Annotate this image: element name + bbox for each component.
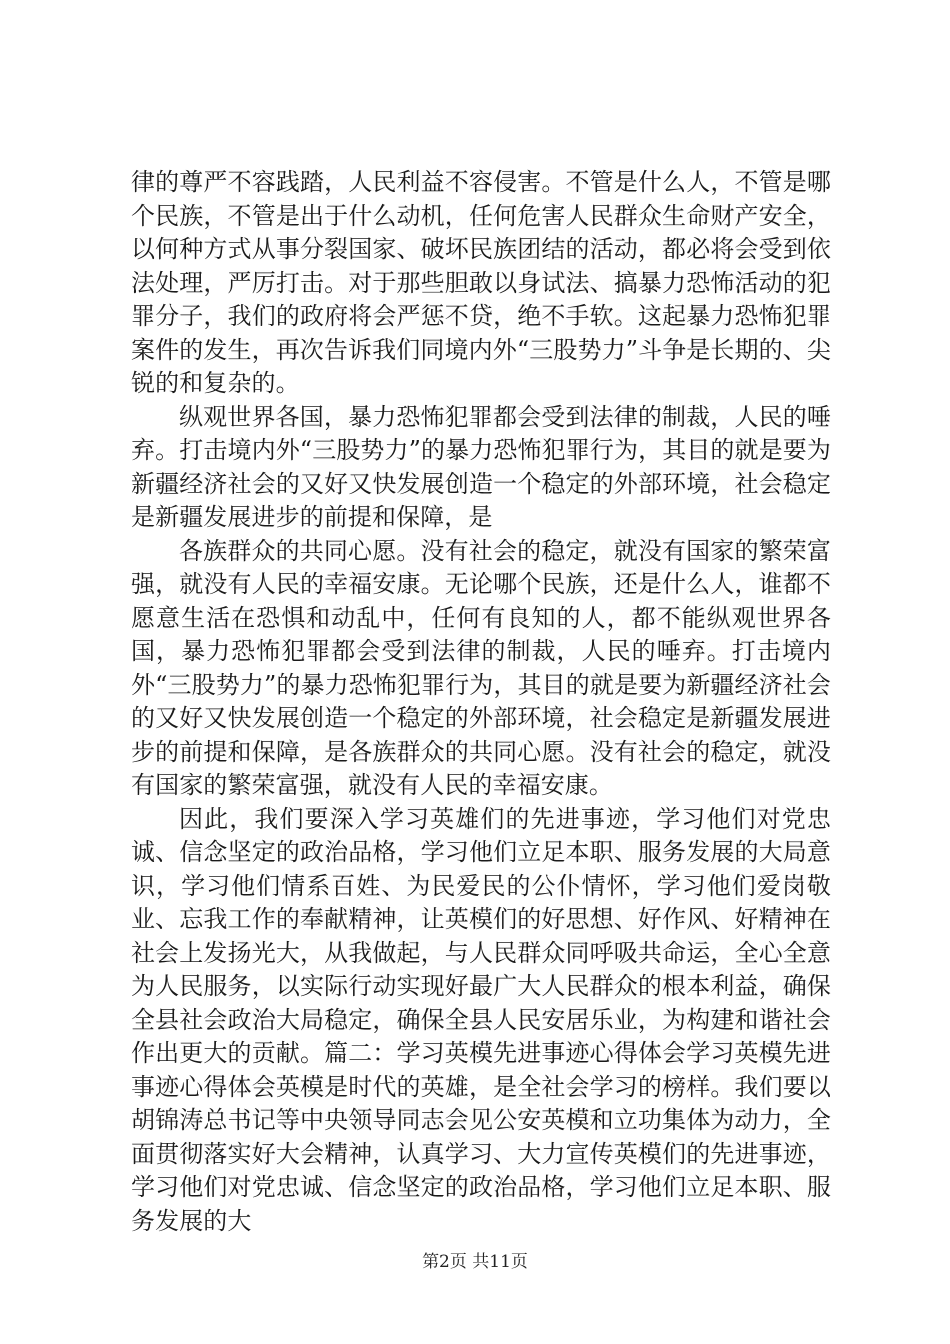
document-body [131,166,831,1238]
page-number-footer: 第2页 共11页 [422,1252,528,1272]
paragraph-3: 各族群众的共同心愿。没有社会的稳定，就没有国家的繁荣富强，就没有人民的幸福安康。无论哪个民族，还是什么人，谁都不愿意生活在恐惧和动乱中，任何有良知的人，都不能纵观世界各国，暴力恐怖犯罪都会受到法律的制裁，人民的唾弃。打击境内外“三股势力”的暴力恐怖犯罪行为，其目的就是要为新疆经济社会的又好又快发展创造一个稳定的外部环境，社会稳定是新疆发展进步的前提和保障，是各族群众的共同心愿。没有社会的稳定，就没有国家的繁荣富强，就没有人民的幸福安康。 [131,536,831,799]
paragraph-1: 律的尊严不容践踏，人民利益不容侵害。不管是什么人，不管是哪个民族，不管是出于什么动机，任何危害人民群众生命财产安全，以何种方式从事分裂国家、破坏民族团结的活动，都必将会受到依法处理，严厉打击。对于那些胆敢以身试法、搞暴力恐怖活动的犯罪分子，我们的政府将会严惩不贷，绝不手软。这起暴力恐怖犯罪案件的发生，再次告诉我们同境内外“三股势力”斗争是长期的、尖锐的和复杂的。 [131,168,831,397]
paragraph-4: 因此，我们要深入学习英雄们的先进事迹，学习他们对党忠诚、信念坚定的政治品格，学习他们立足本职、服务发展的大局意识，学习他们情系百姓、为民爱民的公仆情怀，学习他们爱岗敬业、忘我工作的奉献精神，让英模们的好思想、好作风、好精神在社会上发扬光大，从我做起，与人民群众同呼吸共命运，全心全意为人民服务，以实际行动实现好最广大人民群众的根本利益，确保全县社会政治大局稳定，确保全县人民安居乐业，为构建和谐社会作出更大的贡献。篇二：学习英模先进事迹心得体会学习英模先进事迹心得体会英模是时代的英雄，是全社会学习的榜样。我们要以胡锦涛总书记等中央领导同志会见公安英模和立功集体为动力，全面贯彻落实好大会精神，认真学习、大力宣传英模们的先进事迹，学习他们对党忠诚、信念坚定的政治品格，学习他们立足本职、服务发展的大 [131,804,831,1235]
paragraph-2: 纵观世界各国，暴力恐怖犯罪都会受到法律的制裁，人民的唾弃。打击境内外“三股势力”的暴力恐怖犯罪行为，其目的就是要为新疆经济社会的又好又快发展创造一个稳定的外部环境，社会稳定是新疆发展进步的前提和保障，是 [131,402,831,531]
